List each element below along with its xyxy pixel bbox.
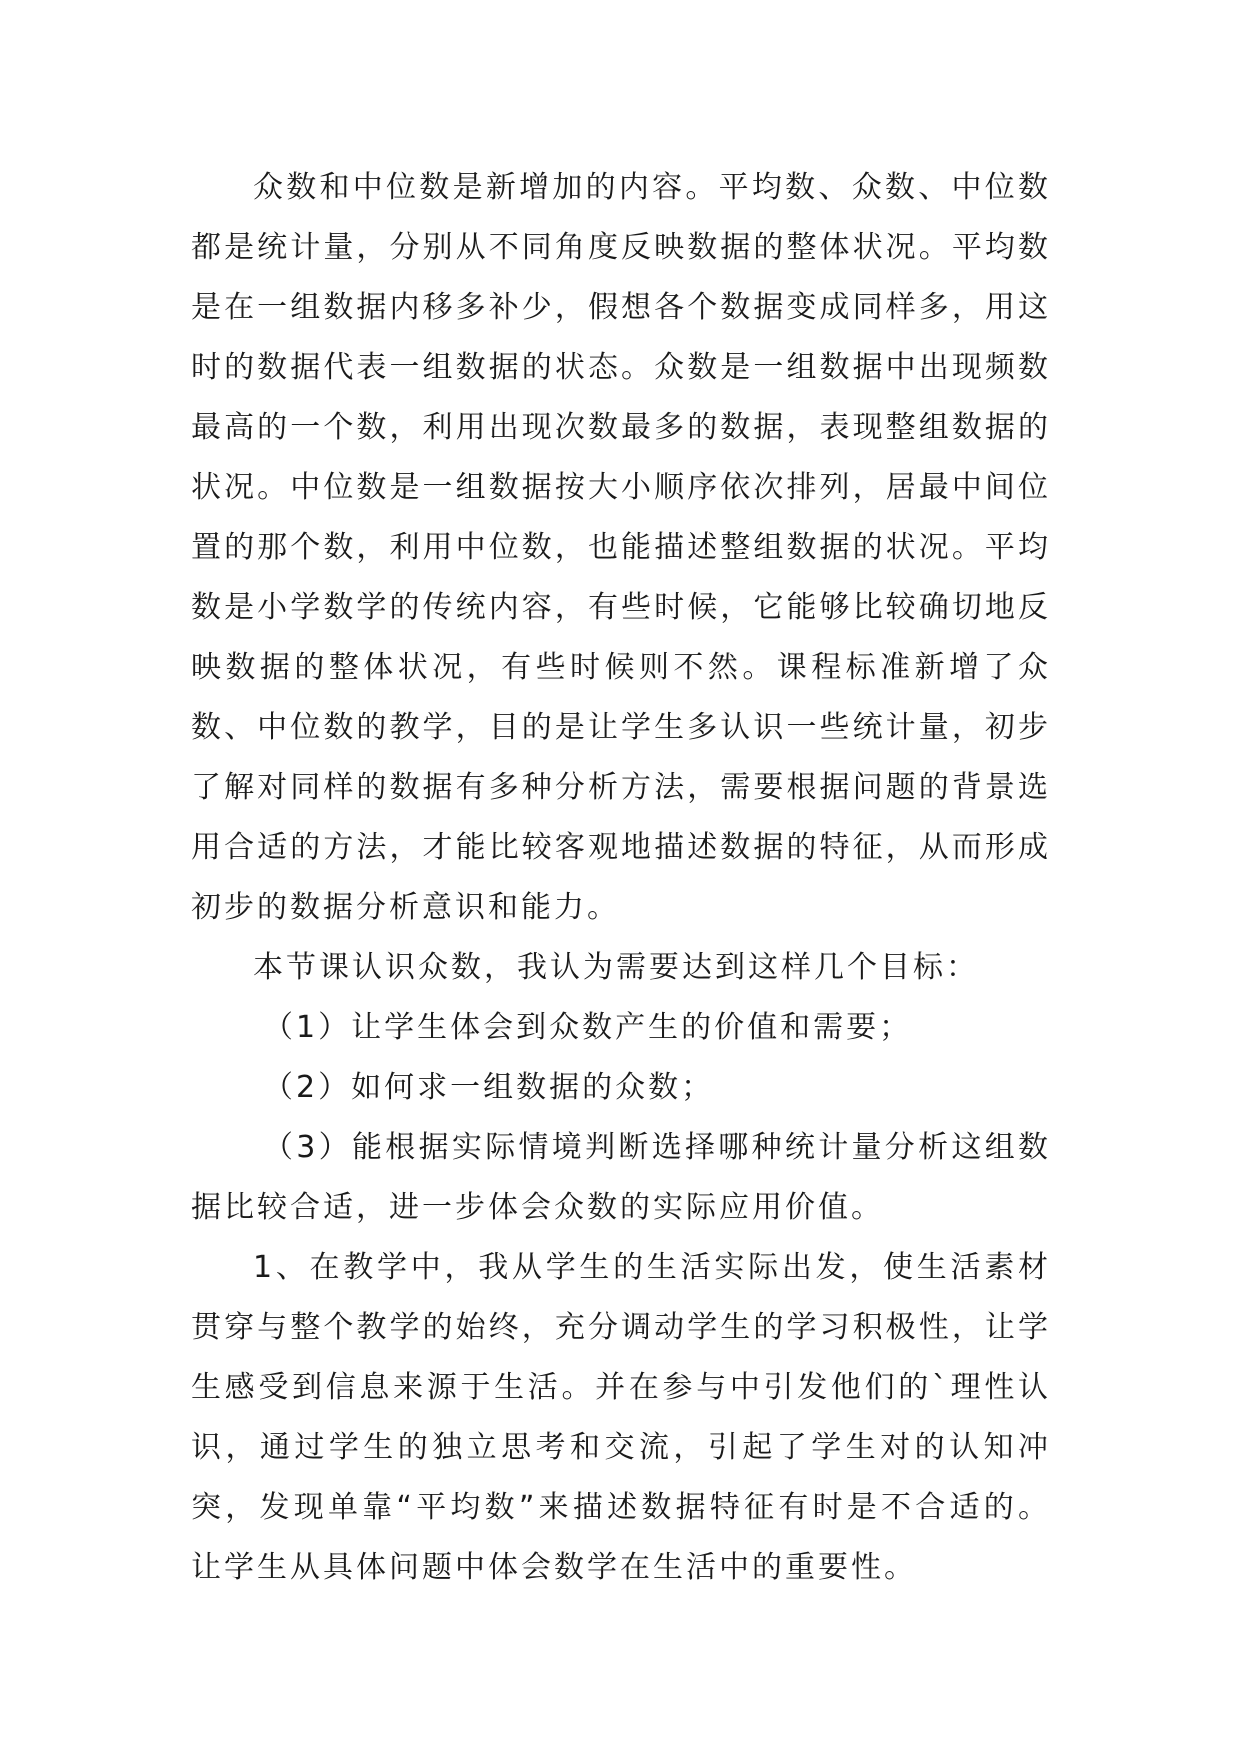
paragraph-goals-heading: 本节课认识众数，我认为需要达到这样几个目标： [253, 950, 979, 985]
goal-item-3: （3）能根据实际情境判断选择哪种统计量分析这组数据比较合适，进一步体会众数的实际应用价值。 [191, 1130, 1051, 1225]
document-body [191, 158, 1051, 1598]
goal-item-1: （1）让学生体会到众数产生的价值和需要； [263, 1010, 913, 1045]
paragraph-intro: 众数和中位数是新增加的内容。平均数、众数、中位数都是统计量，分别从不同角度反映数据的整体状况。平均数是在一组数据内移多补少，假想各个数据变成同样多，用这时的数据代表一组数据的状态。众数是一组数据中出现频数最高的一个数，利用出现次数最多的数据，表现整组数据的状况。中位数是一组数据按大小顺序依次排列，居最中间位置的那个数，利用中位数，也能描述整组数据的状况。平均数是小学数学的传统内容，有些时候，它能够比较确切地反映数据的整体状况，有些时候则不然。课程标准新增了众数、中位数的教学，目的是让学生多认识一些统计量，初步了解对同样的数据有多种分析方法，需要根据问题的背景选用合适的方法，才能比较客观地描述数据的特征，从而形成初步的数据分析意识和能力。 [191, 170, 1051, 925]
goal-item-2: （2）如何求一组数据的众数； [263, 1070, 715, 1105]
paragraph-reflection-1: 1、在教学中，我从学生的生活实际出发，使生活素材贯穿与整个教学的始终，充分调动学生的学习积极性，让学生感受到信息来源于生活。并在参与中引发他们的`理性认识，通过学生的独立思考和交流，引起了学生对的认知冲突，发现单靠“平均数”来描述数据特征有时是不合适的。让学生从具体问题中体会数学在生活中的重要性。 [191, 1250, 1051, 1585]
